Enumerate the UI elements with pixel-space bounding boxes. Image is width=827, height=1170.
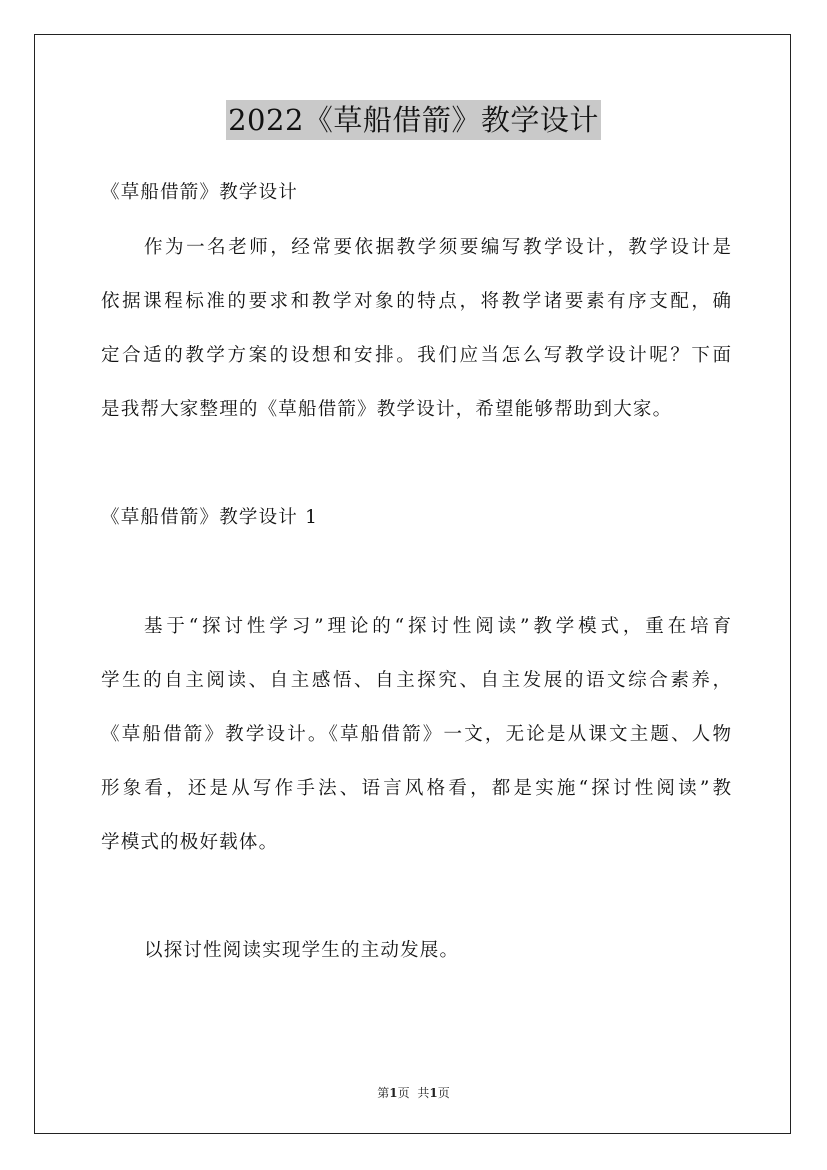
section-line-5: 学模式的极好载体。 bbox=[101, 832, 279, 853]
intro-line-3: 定合适的教学方案的设想和安排。我们应当怎么写教学设计呢？下面 bbox=[101, 345, 731, 366]
footer-total-prefix: 共 bbox=[417, 1086, 430, 1100]
intro-line-2: 依据课程标准的要求和教学对象的特点，将教学诸要素有序支配，确 bbox=[101, 291, 731, 312]
footer-page-number: 1 bbox=[389, 1086, 398, 1100]
intro-line-4: 是我帮大家整理的《草船借箭》教学设计，希望能够帮助到大家。 bbox=[101, 399, 673, 420]
section-line-1: 基于“探讨性学习”理论的“探讨性阅读”教学模式，重在培育 bbox=[144, 616, 731, 637]
intro-line-1: 作为一名老师，经常要依据教学须要编写教学设计，教学设计是 bbox=[144, 237, 731, 258]
section-line-2: 学生的自主阅读、自主感悟、自主探究、自主发展的语文综合素养， bbox=[101, 670, 731, 691]
footer-page-prefix: 第 bbox=[377, 1086, 390, 1100]
section-line-4: 形象看，还是从写作手法、语言风格看，都是实施“探讨性阅读”教 bbox=[101, 778, 731, 799]
footer-total-suffix: 页 bbox=[437, 1086, 450, 1100]
closing-line: 以探讨性阅读实现学生的主动发展。 bbox=[144, 940, 460, 961]
subtitle: 《草船借箭》教学设计 bbox=[101, 182, 299, 203]
footer-total-pages: 1 bbox=[429, 1086, 438, 1100]
section-heading: 《草船借箭》教学设计 1 bbox=[101, 507, 319, 528]
section-line-3: 《草船借箭》教学设计。《草船借箭》一文，无论是从课文主题、人物 bbox=[101, 724, 731, 745]
footer-page-suffix: 页 bbox=[397, 1086, 410, 1100]
document-title: 2022《草船借箭》教学设计 bbox=[226, 100, 601, 140]
page-footer bbox=[0, 1085, 827, 1101]
title-container bbox=[0, 100, 827, 140]
